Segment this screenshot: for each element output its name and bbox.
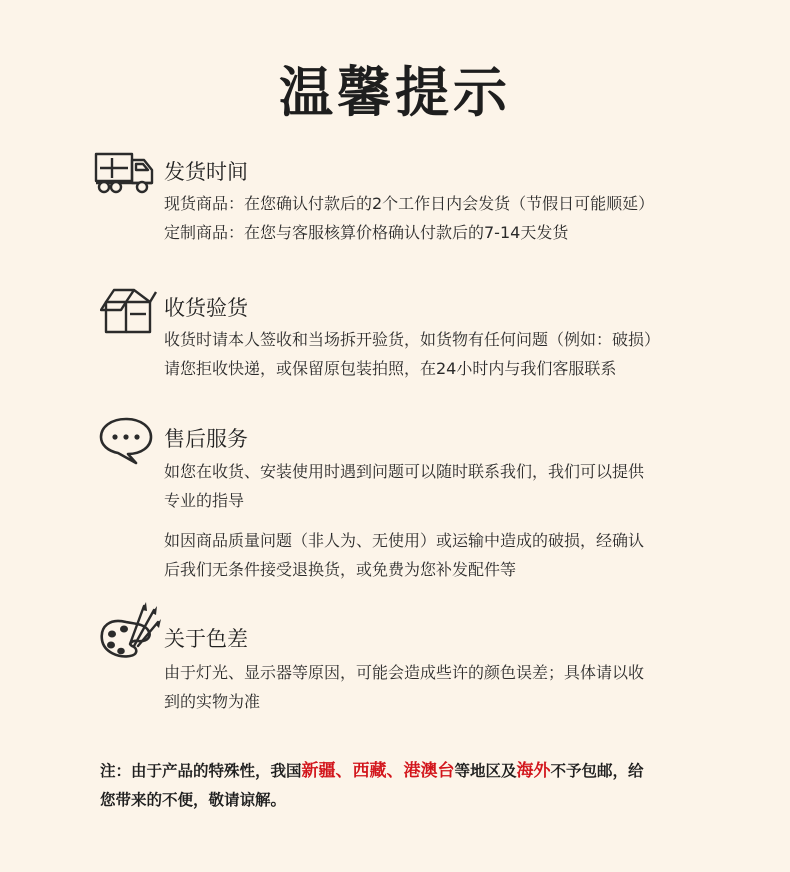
note-mid: 等地区及: [454, 762, 517, 780]
section-paragraph: [164, 325, 724, 383]
note-prefix: 注：由于产品的特殊性，我国: [100, 762, 302, 780]
delivery-truck-icon: [94, 152, 158, 196]
text-line: 由于灯光、显示器等原因，可能会造成些许的颜色误差；具体请以收: [164, 663, 645, 682]
section-paragraph: [164, 189, 724, 247]
section-paragraph: [164, 457, 724, 515]
section-heading: 发货时间: [164, 160, 248, 184]
section-heading: 关于色差: [164, 627, 248, 651]
text-line: 如您在收货、安装使用时遇到问题可以随时联系我们，我们可以提供: [164, 462, 645, 481]
text-line: 如因商品质量问题（非人为、无使用）或运输中造成的破损，经确认: [164, 531, 645, 550]
text-line: 到的实物为准: [164, 692, 261, 711]
section-after-sales: [92, 414, 732, 584]
section-heading: 售后服务: [164, 427, 248, 451]
region-hk-macau-taiwan: 港澳台: [403, 761, 455, 781]
region-separator: 、: [386, 761, 404, 781]
text-line: 收货时请本人签收和当场拆开验货，如货物有任何问题（例如：破损）: [164, 330, 661, 349]
text-line: 专业的指导: [164, 491, 245, 510]
note-line-1: [100, 757, 710, 786]
section-paragraph: [164, 526, 724, 584]
region-tibet: 西藏: [352, 761, 387, 781]
text-line: 现货商品：在您确认付款后的2个工作日内会发货（节假日可能顺延）: [164, 194, 655, 213]
region-overseas: 海外: [516, 761, 551, 781]
section-paragraph: [164, 658, 724, 716]
open-box-icon: [100, 286, 160, 336]
shipping-note: [100, 757, 710, 815]
note-suffix: 不予包邮，给: [550, 762, 644, 780]
section-color-difference: [92, 600, 732, 720]
note-line-2: 您带来的不便，敬请谅解。: [100, 791, 287, 809]
region-separator: 、: [335, 761, 353, 781]
region-xinjiang: 新疆: [301, 761, 336, 781]
section-heading: 收货验货: [164, 296, 248, 320]
text-line: 定制商品：在您与客服核算价格确认付款后的7-14天发货: [164, 223, 569, 242]
chat-bubble-icon: [98, 416, 154, 466]
section-shipping-time: [92, 148, 732, 248]
text-line: 后我们无条件接受退换货，或免费为您补发配件等: [164, 560, 517, 579]
page-title: 温馨提示: [279, 61, 511, 124]
text-line: 请您拒收快递，或保留原包装拍照，在24小时内与我们客服联系: [164, 359, 617, 378]
paint-palette-icon: [96, 600, 162, 662]
section-receiving-inspection: [92, 284, 732, 384]
